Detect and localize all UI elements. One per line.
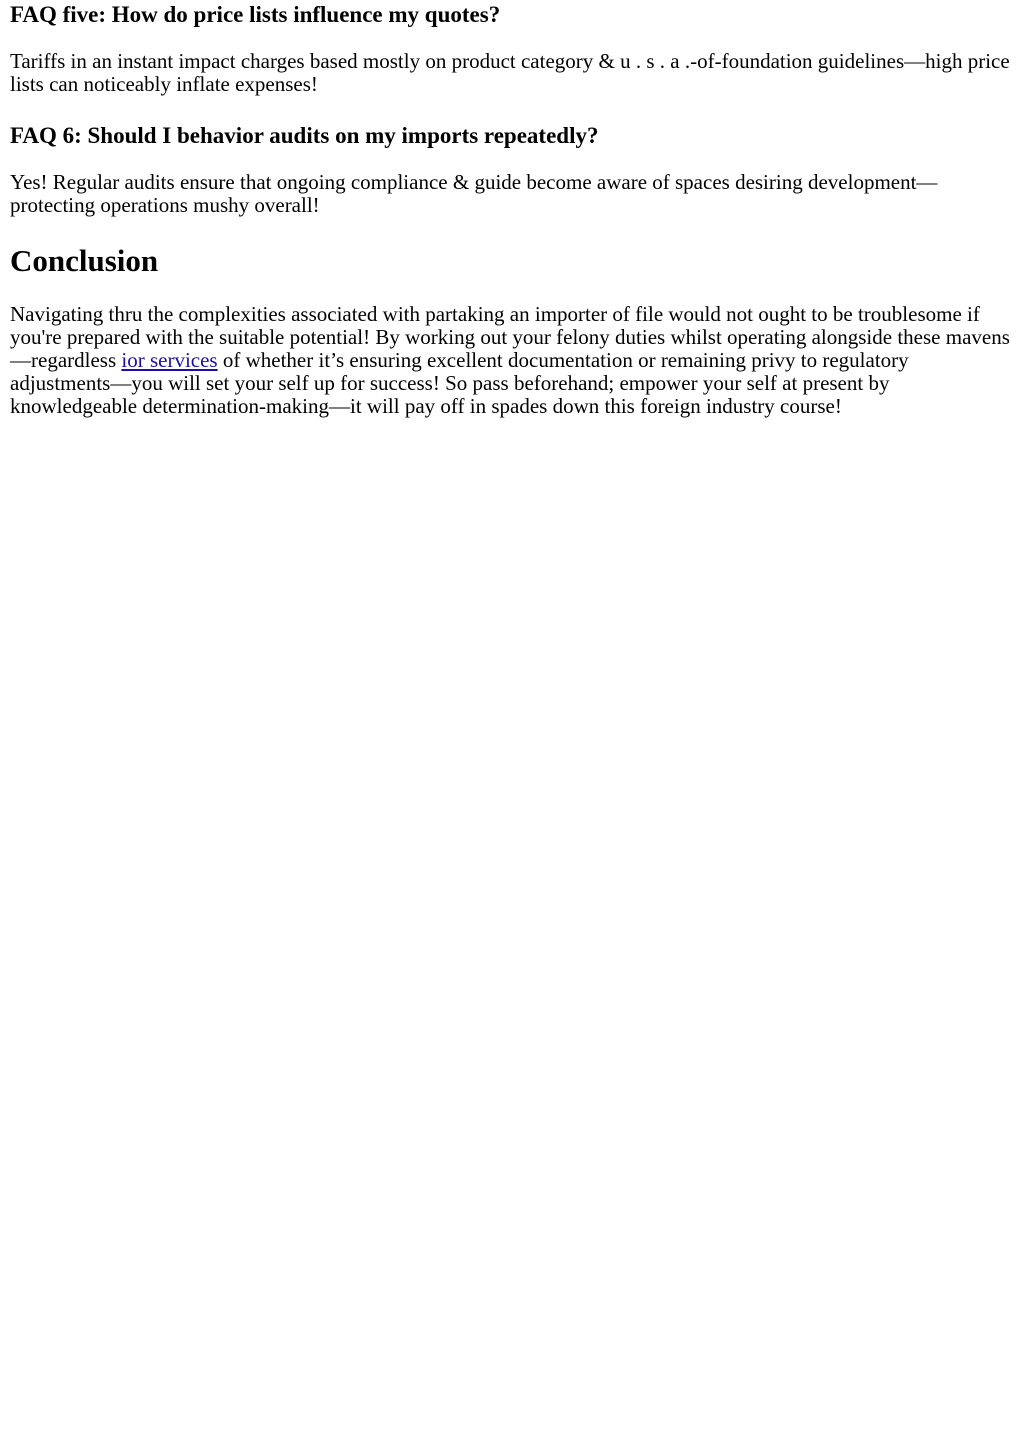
conclusion-heading: Conclusion [10,243,159,278]
conclusion-text-after-link: of whether it’s ensuring excellent documentation or remaining privy to regulatory adjustments—you will set your self up for success! So pass beforehand; empower your self at present by knowledgeable determination-making—it will pay off in spades down this foreign industry course! [10,348,909,418]
faq6-heading: FAQ 6: Should I behavior audits on my imports repeatedly? [10,123,599,148]
conclusion-paragraph [10,303,1014,418]
ior-services-link[interactable]: ior services [121,348,218,372]
faq5-heading: FAQ five: How do price lists influence my quotes? [10,2,501,27]
faq5-answer: Tariffs in an instant impact charges based mostly on product category & u . s . a .-of-foundation guidelines—high price lists can noticeably inflate expenses! [10,49,1010,96]
article-body [0,1,1024,418]
faq6-answer: Yes! Regular audits ensure that ongoing compliance & guide become aware of spaces desiring development—protecting operations mushy overall! [10,170,938,217]
conclusion-text-before-link: Navigating thru the complexities associated with partaking an importer of file would not ought to be troublesome if you're prepared with the suitable potential! By working out your felony duties whilst operating alongside these mavens—regardless [10,302,1010,372]
